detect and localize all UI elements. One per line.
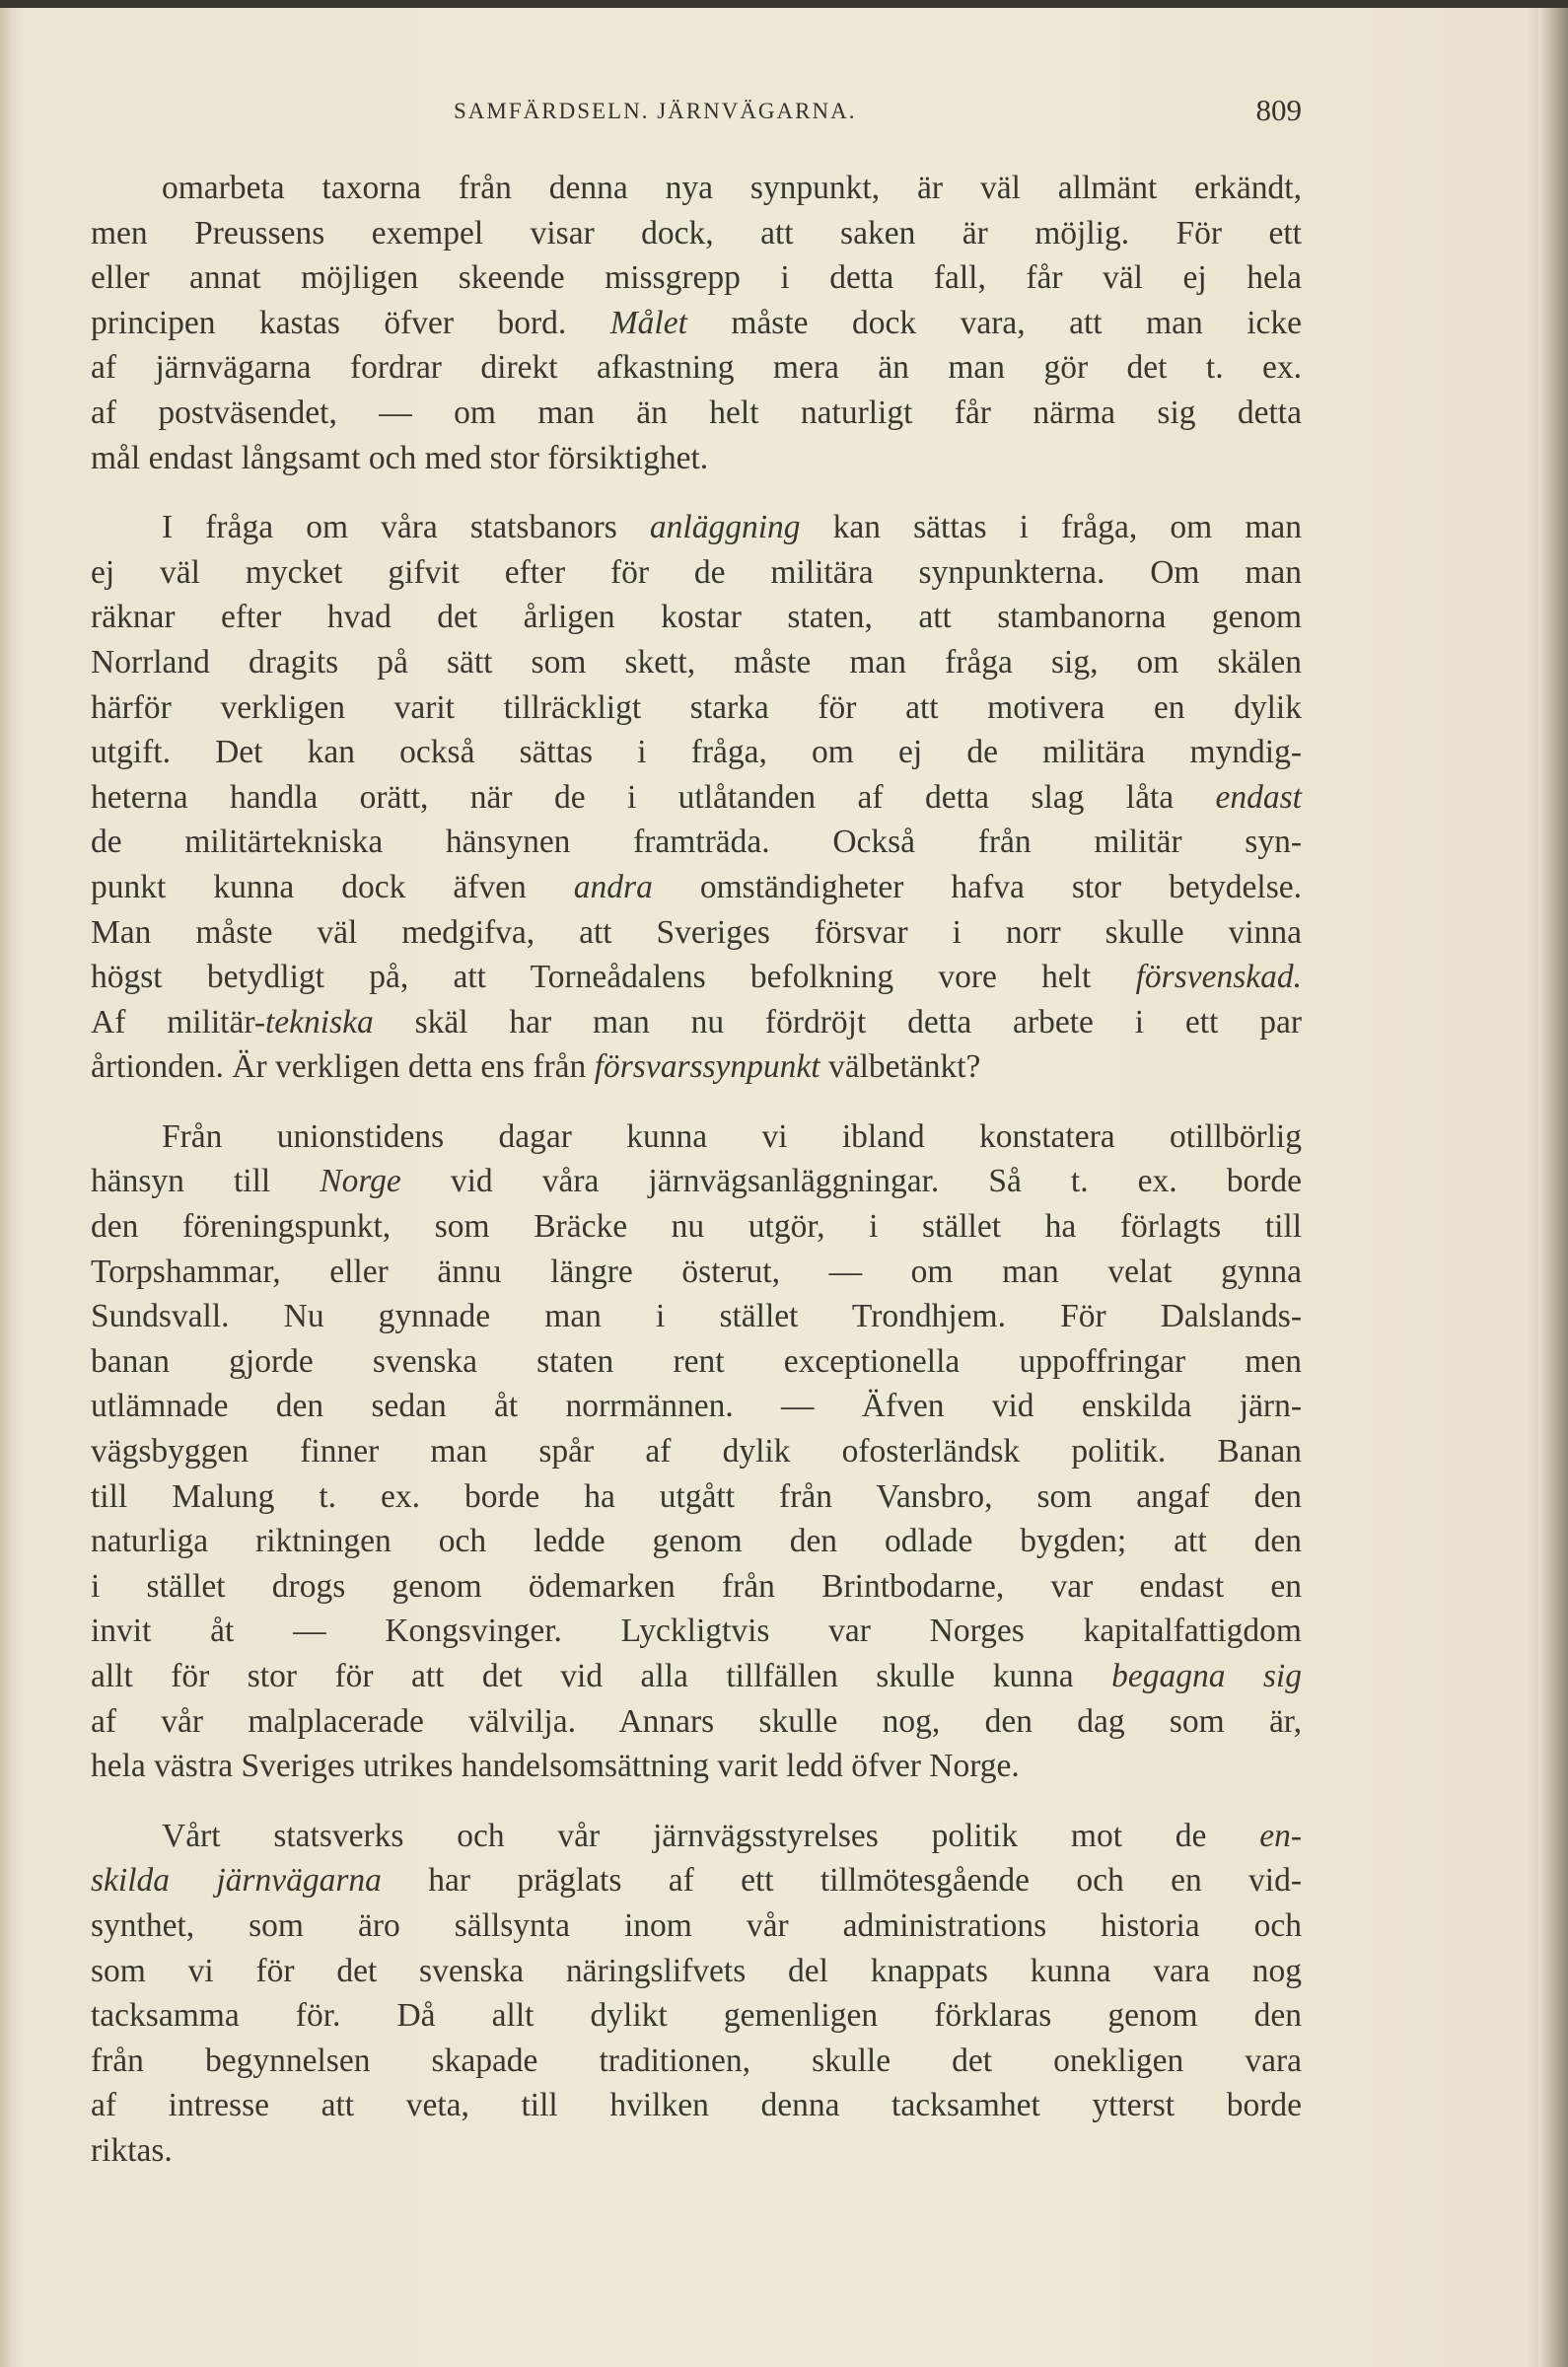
- text-line: [91, 1699, 1302, 1745]
- text-line: [91, 640, 1302, 685]
- text-line: [91, 1474, 1302, 1520]
- paragraph: [91, 505, 1302, 1090]
- paragraph: [91, 1114, 1302, 1789]
- text-line: [91, 1339, 1302, 1385]
- text-line: [91, 955, 1302, 1000]
- text-line: [91, 345, 1302, 391]
- text-line: [91, 910, 1302, 956]
- text-line: [91, 1654, 1302, 1699]
- italic-text: Norge: [320, 1163, 401, 1200]
- italic-text: tekniska: [265, 1003, 374, 1040]
- text-run: af järnvägarna fordrar direkt afkastning mera än man gör det t. ex.: [91, 349, 1302, 387]
- text-run: punkt kunna dock äfven: [91, 868, 574, 905]
- text-line: [91, 301, 1302, 346]
- running-title: SAMFÄRDSELN. JÄRNVÄGARNA.: [454, 99, 857, 123]
- text-run: eller annat möjligen skeende missgrepp i detta fall, får väl ej hela: [91, 259, 1302, 297]
- text-run: Torpshammar, eller ännu längre österut, — om man velat gynna: [91, 1253, 1302, 1290]
- text-run: utlämnade den sedan åt norrmännen. — Äfven vid enskilda järn-: [91, 1388, 1302, 1425]
- text-run: hänsyn till: [91, 1163, 321, 1200]
- text-line: [91, 1993, 1302, 2039]
- text-line: [91, 255, 1302, 301]
- text-run: af intresse att veta, till hvilken denna tacksamhet ytterst borde: [91, 2087, 1302, 2124]
- text-run: I fråga om våra statsbanors: [162, 509, 650, 546]
- italic-text: försvenskad.: [1135, 959, 1302, 996]
- text-line: [91, 211, 1302, 256]
- paragraph: [91, 166, 1302, 480]
- text-line: [91, 1044, 1302, 1090]
- text-line: [91, 1250, 1302, 1295]
- page-number: 809: [1255, 93, 1302, 127]
- text-run: tacksamma för. Då allt dylikt gemenligen förklaras genom den: [91, 1997, 1302, 2035]
- text-run: välbetänkt?: [820, 1048, 981, 1086]
- text-line: [91, 1519, 1302, 1564]
- text-run: vägsbyggen finner man spår af dylik ofosterländsk politik. Banan: [91, 1433, 1302, 1470]
- text-line: [91, 595, 1302, 640]
- text-run: i stället drogs genom ödemarken från Brintbodarne, var endast en: [91, 1567, 1302, 1605]
- text-run: har präglats af ett tillmötesgående och en vid-: [381, 1862, 1302, 1900]
- text-run: kan sättas i fråga, om man: [800, 509, 1303, 546]
- text-run: Norrland dragits på sätt som skett, måste man fråga sig, om skälen: [91, 643, 1302, 681]
- scan-top-edge: [0, 0, 1568, 8]
- text-line: [91, 775, 1302, 821]
- italic-text: skilda järnvägarna: [91, 1862, 382, 1900]
- text-line: [91, 1814, 1302, 1859]
- italic-text: begagna sig: [1111, 1658, 1302, 1694]
- text-run: årtionden. Är verkligen detta ens från: [91, 1048, 595, 1086]
- paragraph: [91, 1814, 1302, 2174]
- text-line: [91, 166, 1302, 211]
- text-run: vid våra järnvägsanläggningar. Så t. ex. borde: [400, 1163, 1303, 1200]
- text-line: [91, 1384, 1302, 1429]
- text-line: [91, 1159, 1302, 1204]
- text-run: omarbeta taxorna från denna nya synpunkt, är väl allmänt erkändt,: [162, 170, 1302, 206]
- text-run: principen kastas öfver bord.: [91, 304, 610, 341]
- text-line: [91, 1903, 1302, 1949]
- text-line: [91, 1114, 1302, 1160]
- running-header: [454, 93, 1302, 132]
- text-run: Vårt statsverks och vår järnvägsstyrelses politik mot de: [162, 1817, 1260, 1854]
- page-gutter-shadow: [1529, 8, 1538, 2367]
- text-run: Från unionstidens dagar kunna vi ibland konstatera otillbörlig: [162, 1117, 1302, 1155]
- italic-text: försvarssynpunkt: [594, 1048, 820, 1086]
- text-line: [91, 1609, 1302, 1654]
- italic-text: Målet: [609, 304, 687, 341]
- text-line: [91, 1204, 1302, 1250]
- text-run: af postväsendet, — om man än helt naturligt får närma sig detta: [91, 394, 1302, 431]
- text-run: de militärtekniska hänsynen framträda. Också från militär syn-: [91, 824, 1302, 861]
- page-right-edge: [1538, 8, 1568, 2367]
- body-text: [91, 166, 1302, 2174]
- text-run: härför verkligen varit tillräckligt starka för att motivera en dylik: [91, 688, 1302, 726]
- text-line: [91, 865, 1302, 910]
- italic-text: andra: [573, 868, 653, 905]
- text-run: riktas.: [91, 2131, 173, 2169]
- text-run: utgift. Det kan också sättas i fråga, om ej de militära myndig-: [91, 734, 1302, 771]
- text-run: från begynnelsen skapade traditionen, skulle det onekligen vara: [91, 2042, 1302, 2079]
- text-line: [91, 1744, 1302, 1789]
- text-line: [91, 1564, 1302, 1610]
- text-line: [91, 550, 1302, 596]
- text-line: [91, 2128, 1302, 2174]
- page-left-edge: [0, 8, 12, 2367]
- text-run: måste dock vara, att man icke: [686, 304, 1303, 341]
- italic-text: endast: [1215, 778, 1302, 816]
- text-run: räknar efter hvad det årligen kostar staten, att stambanorna genom: [91, 599, 1302, 636]
- text-line: [91, 730, 1302, 775]
- text-line: [91, 1429, 1302, 1474]
- text-line: [91, 1858, 1302, 1903]
- text-run: Man måste väl medgifva, att Sveriges försvar i norr skulle vinna: [91, 913, 1302, 951]
- text-run: högst betydligt på, att Torneådalens befolkning vore helt: [91, 959, 1136, 996]
- italic-text: en-: [1259, 1817, 1302, 1854]
- text-run: Sundsvall. Nu gynnade man i stället Trondhjem. För Dalslands-: [91, 1298, 1302, 1335]
- text-run: hela västra Sveriges utrikes handelsomsättning varit ledd öfver Norge.: [91, 1748, 1020, 1785]
- text-run: heterna handla orätt, när de i utlåtanden af detta slag låta: [91, 778, 1216, 816]
- text-line: [91, 820, 1302, 865]
- text-line: [91, 685, 1302, 731]
- text-run: mål endast långsamt och med stor försiktighet.: [91, 439, 709, 476]
- text-line: [91, 1294, 1302, 1339]
- text-run: till Malung t. ex. borde ha utgått från Vansbro, som angaf den: [91, 1477, 1302, 1515]
- text-run: men Preussens exempel visar dock, att saken är möjlig. För ett: [91, 214, 1302, 251]
- text-line: [91, 505, 1302, 550]
- text-run: skäl har man nu fördröjt detta arbete i ett par: [373, 1003, 1302, 1040]
- italic-text: anläggning: [649, 509, 801, 546]
- text-line: [91, 1000, 1302, 1045]
- text-run: ej väl mycket gifvit efter för de militära synpunkterna. Om man: [91, 553, 1302, 591]
- text-run: omständigheter hafva stor betydelse.: [652, 868, 1302, 905]
- text-run: af vår malplacerade välvilja. Annars skulle nog, den dag som är,: [91, 1702, 1302, 1740]
- text-line: [91, 2083, 1302, 2128]
- text-run: allt för stor för att det vid alla tillfällen skulle kunna: [91, 1658, 1112, 1694]
- text-line: [91, 436, 1302, 481]
- text-run: Af militär-: [91, 1003, 265, 1040]
- text-run: banan gjorde svenska staten rent exceptionella uppoffringar men: [91, 1342, 1302, 1380]
- text-run: den föreningspunkt, som Bräcke nu utgör, i stället ha förlagts till: [91, 1208, 1302, 1246]
- text-line: [91, 2039, 1302, 2084]
- text-line: [91, 1949, 1302, 1994]
- text-run: som vi för det svenska näringslifvets del knappats kunna vara nog: [91, 1952, 1302, 1989]
- text-line: [91, 391, 1302, 436]
- text-run: naturliga riktningen och ledde genom den odlade bygden; att den: [91, 1523, 1302, 1560]
- text-run: synthet, som äro sällsynta inom vår administrations historia och: [91, 1906, 1302, 1944]
- text-run: invit åt — Kongsvinger. Lyckligtvis var Norges kapitalfattigdom: [91, 1613, 1302, 1650]
